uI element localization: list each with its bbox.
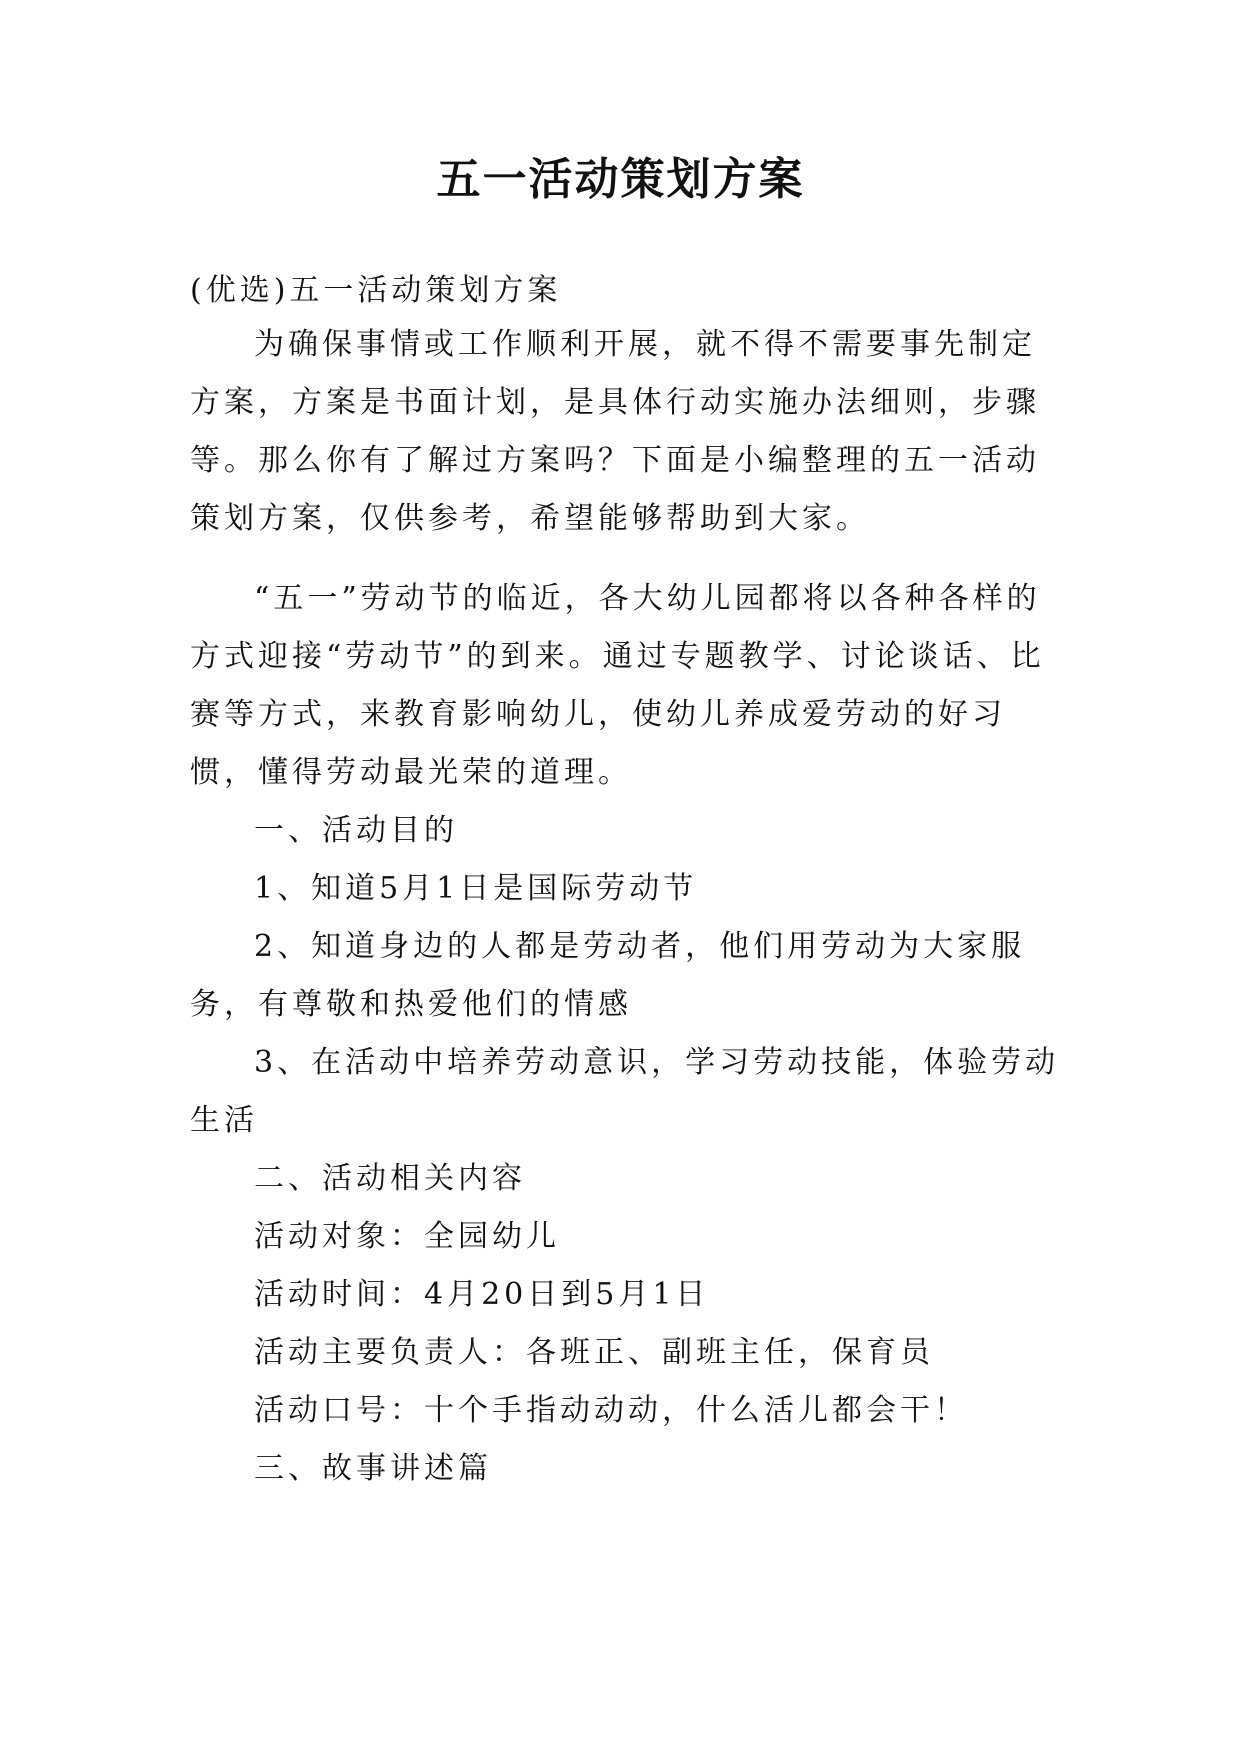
section-heading-content: 二、活动相关内容 bbox=[254, 1161, 526, 1196]
activity-time: 活动时间：4月20日到5月1日 bbox=[254, 1277, 710, 1312]
document-title: 五一活动策划方案 bbox=[436, 154, 805, 205]
document-subtitle: (优选)五一活动策划方案 bbox=[190, 273, 562, 308]
goal-item-2: 2、知道身边的人都是劳动者，他们用劳动为大家服务，有尊敬和热爱他们的情感 bbox=[190, 929, 1026, 1022]
subtitle-block bbox=[190, 262, 1060, 320]
activity-target: 活动对象：全园幼儿 bbox=[254, 1219, 560, 1254]
intro-paragraph: 为确保事情或工作顺利开展，就不得不需要事先制定方案，方案是书面计划，是具体行动实施办法细则，步骤等。那么你有了解过方案吗？下面是小编整理的五一活动策划方案，仅供参考，希望能够帮助到大家。 bbox=[190, 327, 1040, 536]
paragraph-labor-day: “五一”劳动节的临近，各大幼儿园都将以各种各样的方式迎接“劳动节”的到来。通过专题教学、讨论谈话、比赛等方式，来教育影响幼儿，使幼儿养成爱劳动的好习惯，懂得劳动最光荣的道理。 bbox=[190, 581, 1045, 790]
activity-lead: 活动主要负责人：各班正、副班主任，保育员 bbox=[254, 1335, 934, 1370]
main-content bbox=[190, 570, 1060, 1498]
section-heading-goals: 一、活动目的 bbox=[254, 813, 458, 848]
goal-item-1: 1、知道5月1日是国际劳动节 bbox=[254, 871, 698, 906]
section-heading-stories: 三、故事讲述篇 bbox=[254, 1451, 492, 1486]
intro-block bbox=[190, 316, 1060, 548]
activity-slogan: 活动口号：十个手指动动动，什么活儿都会干！ bbox=[254, 1393, 968, 1428]
goal-item-3: 3、在活动中培养劳动意识，学习劳动技能，体验劳动生活 bbox=[190, 1045, 1060, 1138]
